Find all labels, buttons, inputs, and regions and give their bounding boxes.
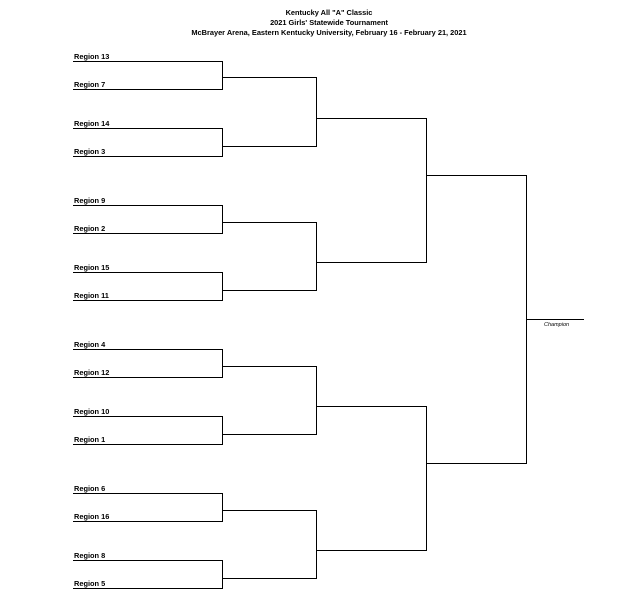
tournament-title: Kentucky All "A" Classic bbox=[285, 8, 373, 17]
team-slot: Region 16 bbox=[74, 512, 110, 521]
round-3-lines bbox=[316, 118, 427, 551]
team-slot: Region 5 bbox=[74, 579, 106, 588]
round-4-lines bbox=[426, 175, 527, 464]
team-slot: Region 6 bbox=[74, 484, 106, 493]
team-slot: Region 3 bbox=[74, 147, 106, 156]
round-1-lines bbox=[73, 61, 223, 589]
round-2-lines bbox=[222, 77, 317, 579]
team-slot: Region 8 bbox=[74, 551, 106, 560]
team-slot: Region 12 bbox=[74, 368, 110, 377]
team-slot: Region 11 bbox=[74, 291, 109, 300]
team-slot: Region 7 bbox=[74, 80, 106, 89]
team-slot: Region 4 bbox=[74, 340, 106, 349]
team-slot: Region 10 bbox=[74, 407, 110, 416]
team-slot: Region 9 bbox=[74, 196, 106, 205]
team-slot: Region 15 bbox=[74, 263, 110, 272]
team-slot: Region 2 bbox=[74, 224, 106, 233]
team-slot: Region 14 bbox=[74, 119, 110, 128]
team-slot: Region 13 bbox=[74, 52, 110, 61]
champion-label: Champion bbox=[544, 322, 570, 328]
tournament-subtitle: 2021 Girls' Statewide Tournament bbox=[270, 18, 388, 27]
tournament-venue: McBrayer Arena, Eastern Kentucky University, February 16 - February 21, 2021 bbox=[191, 28, 467, 37]
team-slot: Region 1 bbox=[74, 435, 106, 444]
